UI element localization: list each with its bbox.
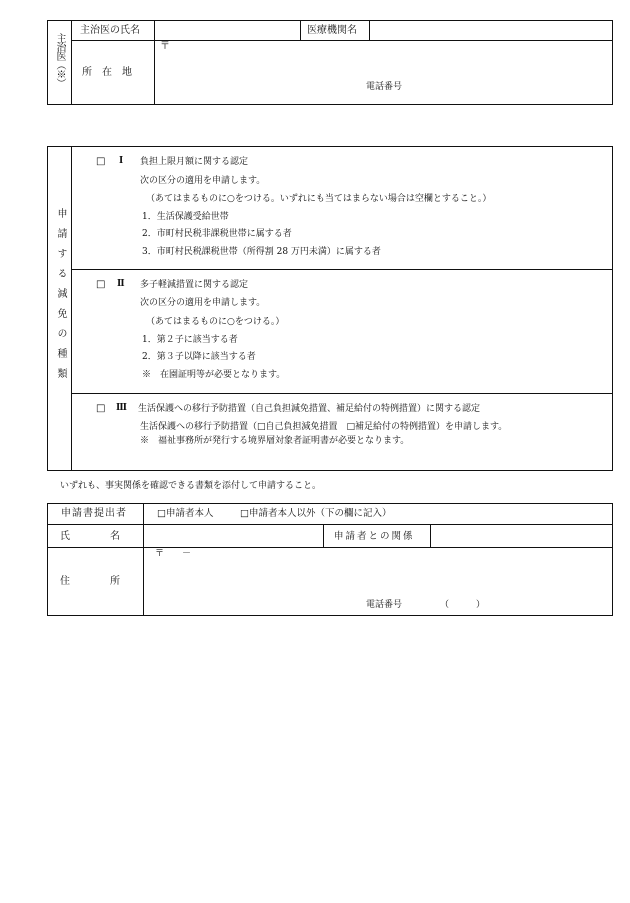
applicant-phone-field[interactable]: （ ） — [440, 600, 486, 610]
attachment-note: いずれも、事実関係を確認できる書類を添付して申請すること。 — [60, 481, 322, 491]
submitter-label: 申請書提出者 — [61, 508, 127, 519]
section-2-checkbox[interactable]: □ — [96, 279, 106, 290]
reduction-side-label: 申請する減免の種類 — [55, 208, 66, 388]
applicant-phone-label: 電話番号 — [366, 600, 403, 610]
section-3-title: 生活保護への移行予防措置（自己負担減免措置、補足給付の特例措置）に関する認定 — [138, 404, 481, 414]
applicant-address-field[interactable] — [145, 562, 445, 588]
section-2-option: 1．第２子に該当する者 — [142, 335, 238, 345]
applicant-name-field[interactable] — [145, 526, 321, 545]
section-1-checkbox[interactable]: □ — [96, 156, 106, 167]
doctor-postal-mark: 〒 — [160, 41, 170, 52]
section-2-title: 多子軽減措置に関する認定 — [140, 280, 249, 290]
section-2-line: 次の区分の適用を申請します。 — [140, 298, 266, 308]
institution-field[interactable] — [371, 22, 611, 38]
applicant-table — [47, 503, 613, 616]
divider — [71, 20, 72, 105]
submitter-option-self[interactable]: □申請者本人 — [157, 508, 214, 519]
divider — [430, 524, 431, 547]
section-1-line: 次の区分の適用を申請します。 — [140, 176, 266, 186]
divider — [47, 547, 613, 548]
divider — [369, 20, 370, 40]
divider — [71, 146, 72, 471]
address-label: 所 在 地 — [82, 67, 132, 78]
section-3-checkbox[interactable]: □ — [96, 403, 106, 414]
section-2-numeral: Ⅱ — [117, 279, 125, 289]
section-3-numeral: Ⅲ — [116, 403, 127, 413]
doctor-name-field[interactable] — [156, 22, 298, 38]
relation-field[interactable] — [432, 526, 611, 545]
section-3-note: ※ 福祉事務所が発行する境界層対象者証明書が必要となります。 — [140, 436, 410, 446]
section-1-option: 3．市町村民税課税世帯（所得割 28 万円未満）に属する者 — [142, 247, 381, 257]
applicant-postal-mark: 〒 － — [155, 549, 192, 559]
section-1-option: 1．生活保護受給世帯 — [142, 212, 229, 222]
section-2-option: 2．第３子以降に該当する者 — [142, 352, 256, 362]
applicant-name-label: 氏 名 — [60, 531, 120, 542]
doctor-name-label: 主治医の氏名 — [80, 25, 140, 36]
divider — [300, 20, 301, 40]
institution-label: 医療機関名 — [307, 25, 357, 36]
doctor-address-field[interactable] — [156, 54, 356, 74]
divider — [71, 40, 613, 41]
divider — [154, 20, 155, 105]
relation-label: 申請者との関係 — [334, 531, 415, 542]
section-1-numeral: Ⅰ — [119, 156, 124, 166]
section-1-option: 2．市町村民税非課税世帯に属する者 — [142, 229, 292, 239]
section-2-note: ※ 在園証明等が必要となります。 — [142, 370, 286, 380]
divider — [71, 269, 613, 270]
section-2-line: （あてはまるものに○をつける。） — [146, 317, 285, 327]
divider — [47, 524, 613, 525]
divider — [143, 503, 144, 616]
divider — [71, 393, 613, 394]
doctor-phone-label: 電話番号 — [366, 82, 403, 92]
applicant-address-label: 住 所 — [60, 576, 120, 587]
divider — [323, 524, 324, 547]
section-1-title: 負担上限月額に関する認定 — [140, 157, 249, 167]
section-3-line: 生活保護への移行予防措置（□自己負担減免措置 □補足給付の特例措置）を申請します。 — [140, 422, 508, 432]
section-1-line: （あてはまるものに○をつける。いずれにも当てはまらない場合は空欄とすること。） — [146, 194, 492, 204]
doctor-side-label: 主治医（※） — [54, 33, 65, 87]
submitter-option-other[interactable]: □申請者本人以外（下の欄に記入） — [240, 508, 392, 519]
